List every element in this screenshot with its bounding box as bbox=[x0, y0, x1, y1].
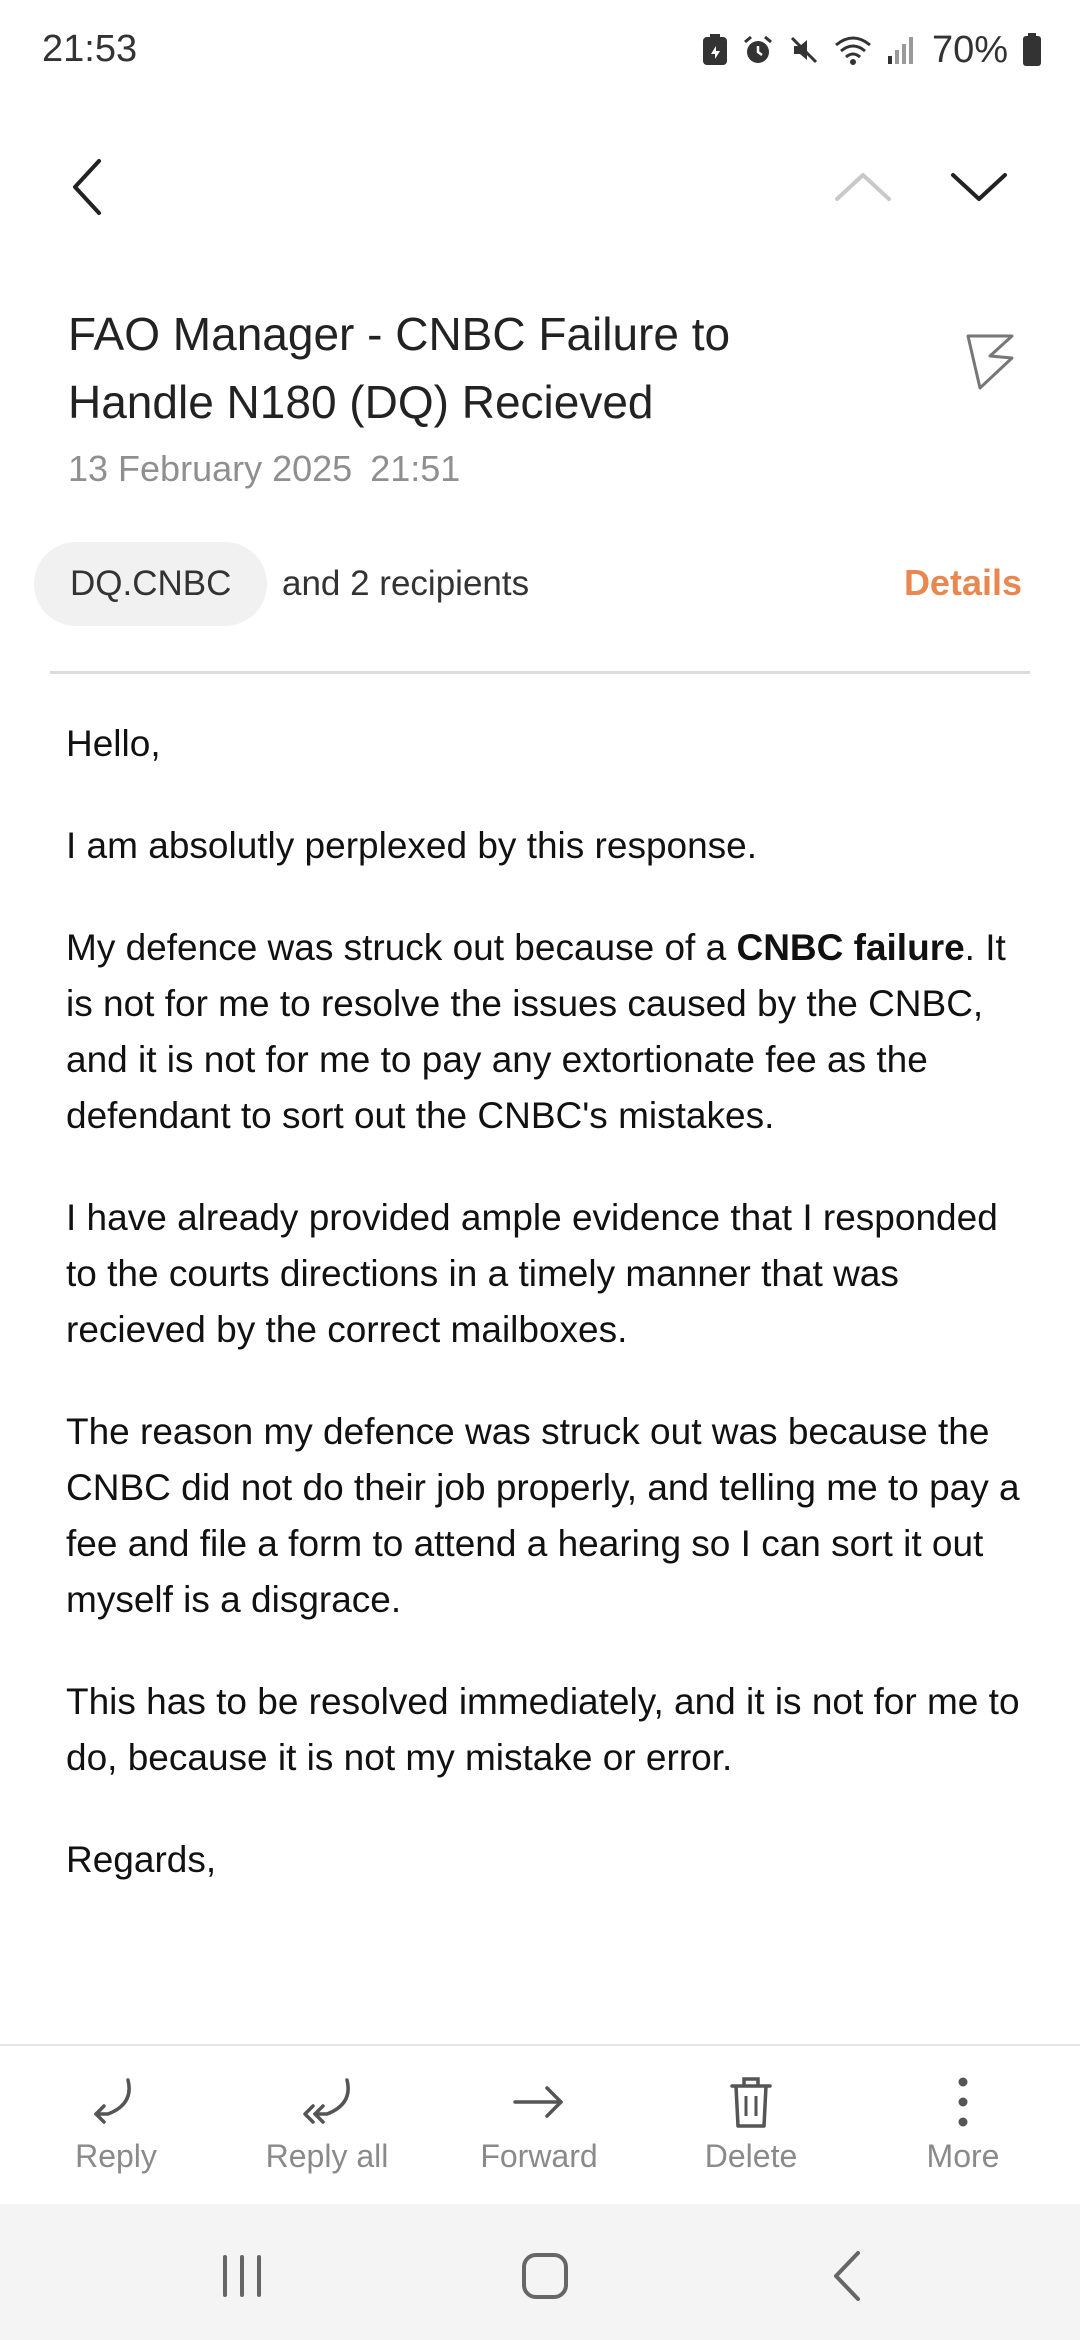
back-button[interactable] bbox=[42, 142, 132, 232]
signal-icon bbox=[886, 34, 916, 66]
home-button[interactable] bbox=[505, 2236, 585, 2316]
home-icon bbox=[520, 2251, 570, 2301]
body-paragraph-2-bold: CNBC failure bbox=[736, 927, 965, 968]
email-date-line bbox=[68, 448, 460, 490]
forward-label: Forward bbox=[480, 2138, 598, 2174]
recipients-row bbox=[34, 542, 1044, 628]
chevron-up-icon bbox=[833, 167, 893, 207]
body-paragraph-2-start: My defence was struck out because of a bbox=[66, 927, 737, 968]
recipients-count: and 2 recipients bbox=[282, 564, 530, 603]
email-date: 13 February 2025 bbox=[68, 448, 353, 489]
forward-button[interactable] bbox=[449, 2074, 629, 2194]
battery-icon bbox=[1022, 33, 1042, 67]
mute-icon bbox=[788, 34, 820, 66]
body-paragraph-1: I am absolutly perplexed by this response. bbox=[66, 825, 758, 866]
flag-icon bbox=[962, 332, 1018, 392]
sender-chip[interactable]: DQ.CNBC bbox=[34, 542, 267, 626]
chevron-down-icon bbox=[949, 167, 1009, 207]
status-bar bbox=[0, 0, 1080, 100]
more-label: More bbox=[926, 2138, 1000, 2174]
reply-all-icon bbox=[297, 2074, 357, 2130]
email-time: 21:51 bbox=[370, 448, 461, 489]
delete-label: Delete bbox=[704, 2138, 798, 2174]
next-email-button[interactable] bbox=[934, 142, 1024, 232]
more-button[interactable] bbox=[873, 2074, 1053, 2194]
email-action-bar bbox=[0, 2044, 1080, 2204]
body-paragraph-3: I have already provided ample evidence that I responded to the courts directions in a timely manner that was recieved by the correct mailboxes. bbox=[66, 1197, 998, 1350]
email-subject: FAO Manager - CNBC Failure to Handle N180 (DQ) Recieved bbox=[68, 308, 731, 428]
header-divider bbox=[50, 671, 1030, 674]
system-navigation-bar bbox=[0, 2204, 1080, 2340]
chevron-left-icon bbox=[67, 157, 107, 217]
email-body bbox=[66, 716, 1026, 1934]
body-paragraph-2-end: . It is not for me to resolve the issues caused by the CNBC, and it is not for me to pay any extortionate fee as the defendant to sort out the CNBC's mistakes. bbox=[66, 927, 1006, 1136]
body-greeting: Hello, bbox=[66, 723, 161, 764]
status-time: 21:53 bbox=[42, 28, 138, 70]
alarm-icon bbox=[742, 34, 774, 66]
body-paragraph-4: The reason my defence was struck out was because the CNBC did not do their job properly, and telling me to pay a fee and file a form to attend a hearing so I can sort it out myself is a disgrace. bbox=[66, 1411, 1020, 1620]
email-top-nav bbox=[0, 140, 1080, 240]
forward-icon bbox=[511, 2074, 567, 2130]
status-icons bbox=[702, 26, 1042, 74]
battery-percentage: 70% bbox=[931, 28, 1008, 71]
recents-icon bbox=[217, 2253, 267, 2299]
reply-icon bbox=[88, 2074, 144, 2130]
reply-all-button[interactable] bbox=[237, 2074, 417, 2194]
reply-button[interactable] bbox=[26, 2074, 206, 2194]
previous-email-button[interactable] bbox=[818, 142, 908, 232]
delete-button[interactable] bbox=[661, 2074, 841, 2194]
system-back-button[interactable] bbox=[808, 2236, 888, 2316]
back-icon bbox=[828, 2249, 868, 2303]
flag-button[interactable] bbox=[950, 322, 1030, 402]
body-paragraph-5: This has to be resolved immediately, and it is not for me to do, because it is not my mistake or error. bbox=[66, 1681, 1020, 1778]
reply-label: Reply bbox=[75, 2138, 157, 2174]
details-link[interactable]: Details bbox=[903, 562, 1022, 603]
recents-button[interactable] bbox=[202, 2236, 282, 2316]
reply-all-label: Reply all bbox=[265, 2138, 389, 2174]
body-closing: Regards, bbox=[66, 1839, 217, 1880]
more-vertical-icon bbox=[953, 2074, 973, 2130]
wifi-icon bbox=[834, 34, 872, 66]
data-saver-icon bbox=[702, 34, 728, 66]
trash-icon bbox=[726, 2074, 776, 2130]
body-paragraph-2 bbox=[66, 920, 1026, 1144]
